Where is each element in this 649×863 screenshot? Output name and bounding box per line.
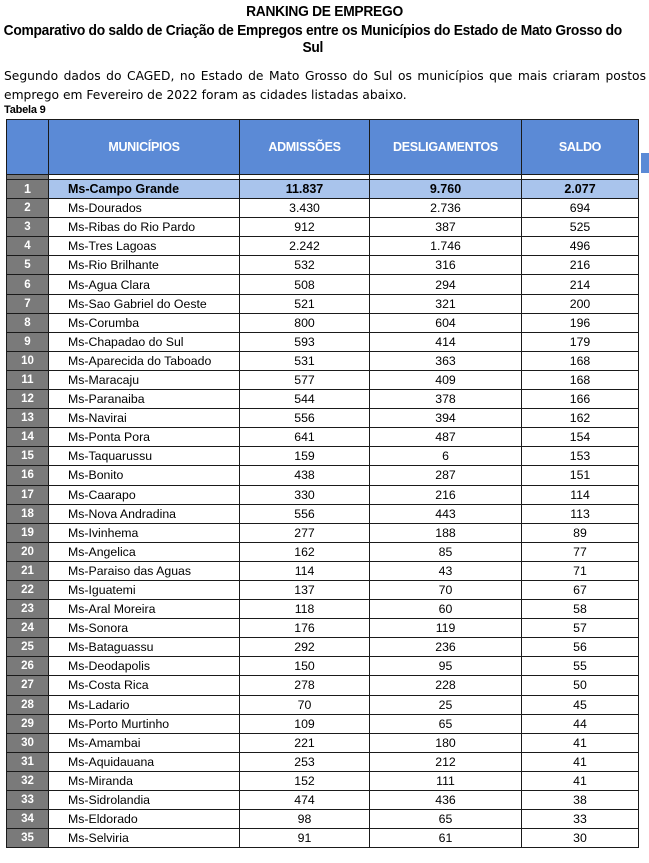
saldo-cell: 71 [522, 561, 639, 580]
rank-cell: 16 [7, 466, 49, 485]
city-cell: Ms-Bonito [49, 466, 240, 485]
city-cell: Ms-Sao Gabriel do Oeste [49, 294, 240, 313]
desligamentos-cell: 43 [370, 561, 522, 580]
table-row[interactable] [7, 638, 639, 657]
city-cell: Ms-Ivinhema [49, 523, 240, 542]
column-header-admissoes[interactable]: ADMISSÕES [240, 120, 370, 175]
rank-cell: 17 [7, 485, 49, 504]
city-cell: Ms-Costa Rica [49, 676, 240, 695]
admissoes-cell: 544 [240, 390, 370, 409]
desligamentos-cell: 216 [370, 485, 522, 504]
table-row[interactable] [7, 180, 639, 199]
saldo-cell: 33 [522, 810, 639, 829]
desligamentos-cell: 287 [370, 466, 522, 485]
city-cell: Ms-Nova Andradina [49, 504, 240, 523]
rank-cell: 8 [7, 313, 49, 332]
city-cell: Ms-Ladario [49, 695, 240, 714]
desligamentos-cell: 409 [370, 370, 522, 389]
rank-cell: 12 [7, 390, 49, 409]
saldo-cell: 30 [522, 829, 639, 848]
saldo-cell: 151 [522, 466, 639, 485]
intro-paragraph: Segundo dados do CAGED, no Estado de Mato Grosso do Sul os municípios que mais criaram postos emprego em Fevereiro de 2022 foram as cidades listadas abaixo. [4, 69, 646, 102]
desligamentos-cell: 387 [370, 218, 522, 237]
city-cell: Ms-Sidrolandia [49, 791, 240, 810]
saldo-cell: 57 [522, 619, 639, 638]
saldo-cell: 113 [522, 504, 639, 523]
admissoes-cell: 277 [240, 523, 370, 542]
rank-cell: 7 [7, 294, 49, 313]
desligamentos-cell: 236 [370, 638, 522, 657]
table-row[interactable] [7, 810, 639, 829]
rank-cell: 22 [7, 580, 49, 599]
desligamentos-cell: 294 [370, 275, 522, 294]
city-cell: Ms-Ribas do Rio Pardo [49, 218, 240, 237]
city-cell: Ms-Paranaiba [49, 390, 240, 409]
desligamentos-cell: 394 [370, 409, 522, 428]
admissoes-cell: 176 [240, 619, 370, 638]
rank-cell: 3 [7, 218, 49, 237]
desligamentos-cell: 85 [370, 542, 522, 561]
table-row[interactable] [7, 237, 639, 256]
rank-cell: 30 [7, 733, 49, 752]
admissoes-cell: 109 [240, 714, 370, 733]
rank-cell: 33 [7, 791, 49, 810]
saldo-cell: 214 [522, 275, 639, 294]
table-row[interactable] [7, 275, 639, 294]
admissoes-cell: 531 [240, 351, 370, 370]
saldo-cell: 44 [522, 714, 639, 733]
column-header-desligamentos[interactable]: DESLIGAMENTOS [370, 120, 522, 175]
admissoes-cell: 150 [240, 657, 370, 676]
saldo-cell: 196 [522, 313, 639, 332]
table-row[interactable] [7, 600, 639, 619]
saldo-cell: 168 [522, 351, 639, 370]
admissoes-cell: 912 [240, 218, 370, 237]
rank-cell: 11 [7, 370, 49, 389]
table-row[interactable] [7, 676, 639, 695]
table-row[interactable] [7, 466, 639, 485]
table-row[interactable] [7, 485, 639, 504]
city-cell: Ms-Eldorado [49, 810, 240, 829]
table-row[interactable] [7, 580, 639, 599]
rank-cell: 9 [7, 332, 49, 351]
table-row[interactable] [7, 294, 639, 313]
desligamentos-cell: 65 [370, 714, 522, 733]
city-cell: Ms-Angelica [49, 542, 240, 561]
rank-header [7, 120, 49, 175]
city-cell: Ms-Aral Moreira [49, 600, 240, 619]
column-header-saldo[interactable]: SALDO [522, 120, 639, 175]
page-title: RANKING DE EMPREGO [246, 3, 403, 20]
desligamentos-cell: 65 [370, 810, 522, 829]
desligamentos-cell: 436 [370, 791, 522, 810]
rank-cell: 21 [7, 561, 49, 580]
desligamentos-cell: 604 [370, 313, 522, 332]
table-row[interactable] [7, 829, 639, 848]
rank-cell: 25 [7, 638, 49, 657]
admissoes-cell: 137 [240, 580, 370, 599]
city-cell: Ms-Amambai [49, 733, 240, 752]
saldo-cell: 162 [522, 409, 639, 428]
saldo-cell: 153 [522, 447, 639, 466]
table-row[interactable] [7, 313, 639, 332]
rank-cell: 35 [7, 829, 49, 848]
table-row[interactable] [7, 351, 639, 370]
desligamentos-cell: 321 [370, 294, 522, 313]
admissoes-cell: 152 [240, 771, 370, 790]
desligamentos-cell: 487 [370, 428, 522, 447]
city-cell: Ms-Chapadao do Sul [49, 332, 240, 351]
city-cell: Ms-Miranda [49, 771, 240, 790]
desligamentos-cell: 228 [370, 676, 522, 695]
desligamentos-cell: 60 [370, 600, 522, 619]
desligamentos-cell: 443 [370, 504, 522, 523]
desligamentos-cell: 25 [370, 695, 522, 714]
city-cell: Ms-Aparecida do Taboado [49, 351, 240, 370]
desligamentos-cell: 111 [370, 771, 522, 790]
city-cell: Ms-Rio Brilhante [49, 256, 240, 275]
saldo-cell: 89 [522, 523, 639, 542]
rank-cell: 18 [7, 504, 49, 523]
admissoes-cell: 330 [240, 485, 370, 504]
desligamentos-cell: 2.736 [370, 199, 522, 218]
city-cell: Ms-Ponta Pora [49, 428, 240, 447]
saldo-cell: 154 [522, 428, 639, 447]
saldo-cell: 166 [522, 390, 639, 409]
page-subtitle: Comparativo do saldo de Criação de Empregos entre os Municípios do Estado de Mato Grosso do Sul [3, 22, 622, 56]
city-cell: Ms-Bataguassu [49, 638, 240, 657]
desligamentos-cell: 9.760 [370, 180, 522, 199]
saldo-cell: 50 [522, 676, 639, 695]
table-row[interactable] [7, 218, 639, 237]
admissoes-cell: 162 [240, 542, 370, 561]
admissoes-cell: 98 [240, 810, 370, 829]
saldo-cell: 77 [522, 542, 639, 561]
admissoes-cell: 91 [240, 829, 370, 848]
admissoes-cell: 278 [240, 676, 370, 695]
admissoes-cell: 577 [240, 370, 370, 389]
rank-cell: 34 [7, 810, 49, 829]
table-row[interactable] [7, 561, 639, 580]
saldo-cell: 55 [522, 657, 639, 676]
city-cell: Ms-Taquarussu [49, 447, 240, 466]
table-header-row [7, 120, 639, 175]
admissoes-cell: 593 [240, 332, 370, 351]
desligamentos-cell: 95 [370, 657, 522, 676]
rank-cell: 1 [7, 180, 49, 199]
table-row[interactable] [7, 542, 639, 561]
table-row[interactable] [7, 447, 639, 466]
table-row[interactable] [7, 523, 639, 542]
rank-cell: 6 [7, 275, 49, 294]
admissoes-cell: 474 [240, 791, 370, 810]
city-cell: Ms-Paraiso das Aguas [49, 561, 240, 580]
admissoes-cell: 556 [240, 504, 370, 523]
saldo-cell: 168 [522, 370, 639, 389]
city-cell: Ms-Agua Clara [49, 275, 240, 294]
desligamentos-cell: 6 [370, 447, 522, 466]
rank-cell: 32 [7, 771, 49, 790]
admissoes-cell: 253 [240, 752, 370, 771]
city-cell: Ms-Navirai [49, 409, 240, 428]
admissoes-cell: 2.242 [240, 237, 370, 256]
table-row[interactable] [7, 771, 639, 790]
city-cell: Ms-Tres Lagoas [49, 237, 240, 256]
city-cell: Ms-Porto Murtinho [49, 714, 240, 733]
desligamentos-cell: 1.746 [370, 237, 522, 256]
rank-cell: 5 [7, 256, 49, 275]
admissoes-cell: 508 [240, 275, 370, 294]
rank-cell: 31 [7, 752, 49, 771]
table-row[interactable] [7, 504, 639, 523]
table-row[interactable] [7, 752, 639, 771]
header-edge-decoration [641, 153, 649, 173]
saldo-cell: 2.077 [522, 180, 639, 199]
desligamentos-cell: 316 [370, 256, 522, 275]
table-row[interactable] [7, 428, 639, 447]
admissoes-cell: 438 [240, 466, 370, 485]
city-cell: Ms-Sonora [49, 619, 240, 638]
table-row[interactable] [7, 619, 639, 638]
saldo-cell: 67 [522, 580, 639, 599]
admissoes-cell: 292 [240, 638, 370, 657]
rank-cell: 14 [7, 428, 49, 447]
admissoes-cell: 221 [240, 733, 370, 752]
saldo-cell: 525 [522, 218, 639, 237]
rank-cell: 26 [7, 657, 49, 676]
rank-cell: 4 [7, 237, 49, 256]
saldo-cell: 114 [522, 485, 639, 504]
saldo-cell: 41 [522, 771, 639, 790]
table-row[interactable] [7, 370, 639, 389]
column-header-municipios[interactable]: MUNICÍPIOS [49, 120, 240, 175]
rank-cell: 20 [7, 542, 49, 561]
rank-cell: 23 [7, 600, 49, 619]
saldo-cell: 694 [522, 199, 639, 218]
desligamentos-cell: 414 [370, 332, 522, 351]
table-label: Tabela 9 [4, 104, 46, 116]
rank-cell: 27 [7, 676, 49, 695]
table-row[interactable] [7, 733, 639, 752]
table-row[interactable] [7, 332, 639, 351]
desligamentos-cell: 119 [370, 619, 522, 638]
saldo-cell: 56 [522, 638, 639, 657]
desligamentos-cell: 188 [370, 523, 522, 542]
admissoes-cell: 641 [240, 428, 370, 447]
rank-cell: 13 [7, 409, 49, 428]
table-row[interactable] [7, 390, 639, 409]
saldo-cell: 58 [522, 600, 639, 619]
desligamentos-cell: 363 [370, 351, 522, 370]
city-cell: Ms-Maracaju [49, 370, 240, 389]
desligamentos-cell: 61 [370, 829, 522, 848]
desligamentos-cell: 70 [370, 580, 522, 599]
saldo-cell: 216 [522, 256, 639, 275]
city-cell: Ms-Deodapolis [49, 657, 240, 676]
desligamentos-cell: 378 [370, 390, 522, 409]
admissoes-cell: 70 [240, 695, 370, 714]
admissoes-cell: 118 [240, 600, 370, 619]
admissoes-cell: 556 [240, 409, 370, 428]
saldo-cell: 179 [522, 332, 639, 351]
admissoes-cell: 521 [240, 294, 370, 313]
admissoes-cell: 3.430 [240, 199, 370, 218]
city-cell: Ms-Aquidauana [49, 752, 240, 771]
city-cell: Ms-Iguatemi [49, 580, 240, 599]
rank-cell: 15 [7, 447, 49, 466]
rank-cell: 29 [7, 714, 49, 733]
table-row[interactable] [7, 409, 639, 428]
table-row[interactable] [7, 791, 639, 810]
table-row[interactable] [7, 199, 639, 218]
admissoes-cell: 114 [240, 561, 370, 580]
city-cell: Ms-Selviria [49, 829, 240, 848]
rank-cell: 24 [7, 619, 49, 638]
saldo-cell: 45 [522, 695, 639, 714]
table-row[interactable] [7, 695, 639, 714]
saldo-cell: 496 [522, 237, 639, 256]
table-row[interactable] [7, 714, 639, 733]
admissoes-cell: 159 [240, 447, 370, 466]
rank-cell: 19 [7, 523, 49, 542]
rank-cell: 28 [7, 695, 49, 714]
city-cell: Ms-Caarapo [49, 485, 240, 504]
admissoes-cell: 11.837 [240, 180, 370, 199]
saldo-cell: 200 [522, 294, 639, 313]
table-row[interactable] [7, 657, 639, 676]
city-cell: Ms-Campo Grande [49, 180, 240, 199]
desligamentos-cell: 180 [370, 733, 522, 752]
desligamentos-cell: 212 [370, 752, 522, 771]
rank-cell: 2 [7, 199, 49, 218]
city-cell: Ms-Corumba [49, 313, 240, 332]
table-row[interactable] [7, 256, 639, 275]
table-body [7, 175, 639, 848]
saldo-cell: 41 [522, 752, 639, 771]
admissoes-cell: 532 [240, 256, 370, 275]
admissoes-cell: 800 [240, 313, 370, 332]
rank-cell: 10 [7, 351, 49, 370]
saldo-cell: 41 [522, 733, 639, 752]
ranking-table [6, 119, 639, 848]
saldo-cell: 38 [522, 791, 639, 810]
city-cell: Ms-Dourados [49, 199, 240, 218]
